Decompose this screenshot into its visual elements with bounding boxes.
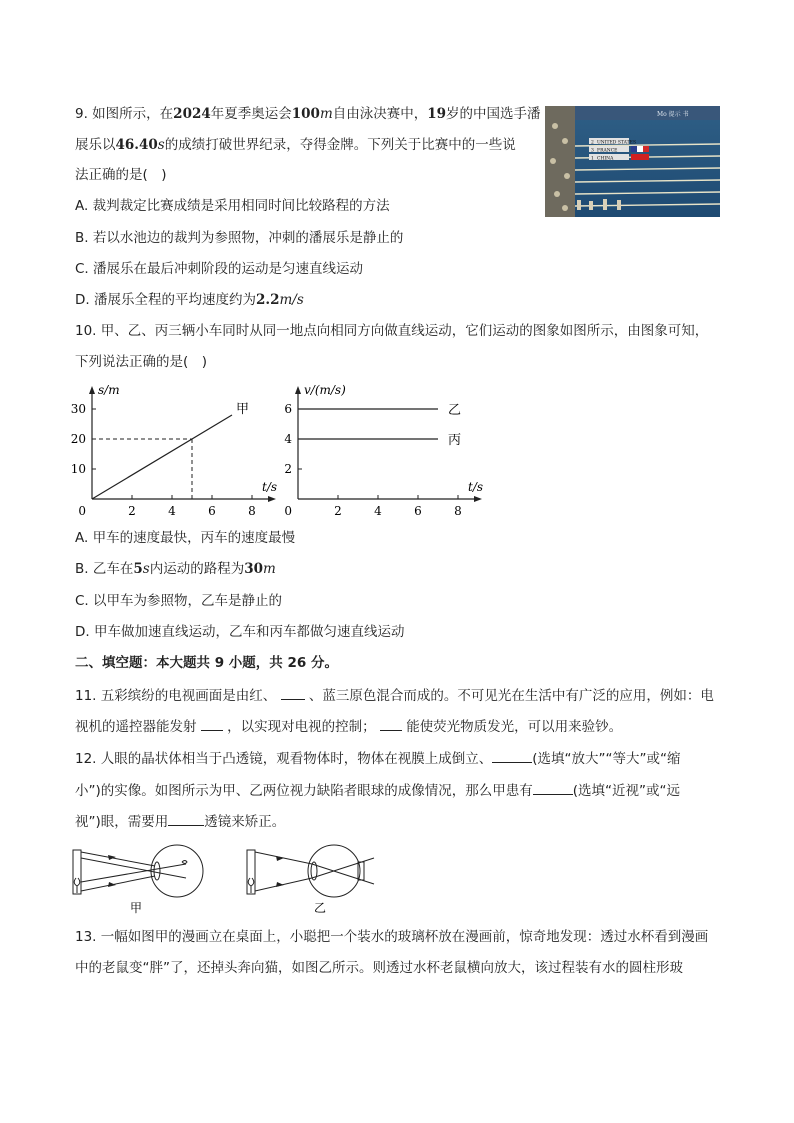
series-label-jia: 甲 <box>236 402 250 417</box>
text: 岁的中国选手潘 <box>446 106 541 122</box>
q11-line1 <box>75 685 714 706</box>
text: 能使荧光物质发光，可以用来验钞。 <box>406 719 623 735</box>
y-tick-label: 4 <box>284 432 292 446</box>
q12-line2 <box>75 780 680 801</box>
eye-label-jia: 甲 <box>130 901 143 915</box>
x-tick-label: 4 <box>374 504 382 518</box>
unit: m <box>263 561 276 577</box>
answer-blank[interactable] <box>380 716 402 731</box>
photo-rank: 2 <box>591 140 594 146</box>
unit: m <box>319 106 333 122</box>
q12-line1 <box>75 748 681 769</box>
x-tick-label: 6 <box>414 504 422 518</box>
q10-line1: 10. 甲、乙、丙三辆小车同时从同一地点向相同方向做直线运动，它们运动的图象如图所示，由图象可知， <box>75 323 709 339</box>
text: 自由泳决赛中， <box>332 106 428 122</box>
y-tick-label: 30 <box>70 402 86 416</box>
y-tick-label: 2 <box>284 462 292 476</box>
text: 透镜来矫正。 <box>204 814 286 830</box>
x-tick-label: 4 <box>168 504 176 518</box>
q9-option-d <box>75 290 304 310</box>
x-axis-label: t/s <box>262 480 278 494</box>
q10-option-c: C. 以甲车为参照物，乙车是静止的 <box>75 593 283 609</box>
x-tick-label: 8 <box>454 504 462 518</box>
x-axis-arrow <box>268 496 276 502</box>
photo-rank: 1 <box>591 156 594 162</box>
value: 2.2 <box>255 292 280 308</box>
eye-label-yi: 乙 <box>314 901 327 915</box>
q13-line2: 中的老鼠变“胖”了，还掉头奔向猫，如图乙所示。则透过水杯老鼠横向放大，该过程装有水的圆柱形玻 <box>75 960 683 976</box>
answer-blank[interactable] <box>168 811 204 826</box>
value: 5 <box>133 561 143 577</box>
q9-line2 <box>75 135 516 155</box>
s-t-chart <box>60 380 280 520</box>
q10-line2: 下列说法正确的是( ) <box>75 354 208 370</box>
text: (选填“放大”“等大”或“缩 <box>532 751 681 767</box>
q9-option-a: A. 裁判裁定比赛成绩是采用相同时间比较路程的方法 <box>75 198 390 214</box>
text: 视机的遥控器能发射 <box>75 719 197 735</box>
y-tick-label: 10 <box>70 462 86 476</box>
answer-blank[interactable] <box>492 748 532 763</box>
x-axis-arrow <box>474 496 482 502</box>
y-axis-arrow <box>89 386 95 394</box>
origin-label: 0 <box>78 504 86 518</box>
q9-line3: 法正确的是( ) <box>75 167 167 183</box>
q10-option-b <box>75 559 276 579</box>
q12-line3 <box>75 811 285 832</box>
text: 、蓝三原色混合而成的。不可见光在生活中有广泛的应用，例如：电 <box>308 688 714 704</box>
time-value: 46.40 <box>115 137 158 153</box>
q10-option-d: D. 甲车做加速直线运动，乙车和丙车都做匀速直线运动 <box>75 624 405 640</box>
text: 的成绩打破世界纪录，夺得金牌。下列关于比赛中的一些说 <box>164 137 516 153</box>
origin-label: 0 <box>284 504 292 518</box>
x-tick-label: 8 <box>248 504 256 518</box>
text: ，以实现对电视的控制； <box>227 719 376 735</box>
q10-option-a: A. 甲车的速度最快，丙车的速度最慢 <box>75 530 296 546</box>
distance: 100 <box>291 106 320 122</box>
answer-blank[interactable] <box>201 716 223 731</box>
eye-diagram-yi <box>244 838 384 918</box>
photo-country: CHINA <box>597 156 614 162</box>
x-tick-label: 6 <box>208 504 216 518</box>
v-t-chart <box>282 380 512 520</box>
y-axis-label: s/m <box>98 383 120 397</box>
text: B. 乙车在 <box>75 561 134 577</box>
photo-rank: 3 <box>591 148 594 154</box>
x-tick-label: 2 <box>128 504 136 518</box>
photo-country: FRANCE <box>597 148 618 154</box>
text: 展乐以 <box>75 137 116 153</box>
text: 年夏季奥运会 <box>210 106 292 122</box>
x-axis-label: t/s <box>468 480 484 494</box>
y-axis-label: v/(m/s) <box>304 383 346 397</box>
unit: m/s <box>279 292 304 308</box>
answer-blank[interactable] <box>281 685 305 700</box>
series-label-yi: 乙 <box>448 403 462 418</box>
y-axis-arrow <box>295 386 301 394</box>
y-tick-label: 6 <box>284 402 292 416</box>
q11-line2 <box>75 716 622 737</box>
eye-diagram-jia <box>70 838 210 918</box>
series-label-bing: 丙 <box>448 433 462 448</box>
answer-blank[interactable] <box>533 780 573 795</box>
photo-country: UNITED STATES <box>597 140 637 146</box>
text: 11. 五彩缤纷的电视画面是由红、 <box>75 688 277 704</box>
unit: s <box>142 561 150 577</box>
unit: s <box>157 137 165 153</box>
text: 小”)的实像。如图所示为甲、乙两位视力缺陷者眼球的成像情况，那么甲患有 <box>75 783 533 799</box>
value: 30 <box>244 561 263 577</box>
text: D. 潘展乐全程的平均速度约为 <box>75 292 256 308</box>
age: 19 <box>427 106 447 122</box>
text: 9. 如图所示，在 <box>75 106 174 122</box>
q9-option-b: B. 若以水池边的裁判为参照物，冲刺的潘展乐是静止的 <box>75 230 404 246</box>
text: (选填“近视”或“远 <box>572 783 681 799</box>
series-line-jia <box>92 415 232 499</box>
text: 视”)眼，需要用 <box>75 814 169 830</box>
x-tick-label: 2 <box>334 504 342 518</box>
swimming-photo <box>545 106 720 217</box>
q13-line1: 13. 一幅如图甲的漫画立在桌面上，小聪把一个装水的玻璃杯放在漫画前，惊奇地发现：透过水杯看到漫画 <box>75 929 709 945</box>
q9-option-c: C. 潘展乐在最后冲刺阶段的运动是匀速直线运动 <box>75 261 364 277</box>
photo-logo: Mo 提示 书 <box>657 111 689 118</box>
year: 2024 <box>173 106 211 122</box>
q9-line1 <box>75 104 541 124</box>
text: 内运动的路程为 <box>149 561 245 577</box>
text: 12. 人眼的晶状体相当于凸透镜，观看物体时，物体在视膜上成倒立、 <box>75 751 493 767</box>
y-tick-label: 20 <box>70 432 86 446</box>
section-heading: 二、填空题：本大题共 9 小题，共 26 分。 <box>75 655 338 671</box>
